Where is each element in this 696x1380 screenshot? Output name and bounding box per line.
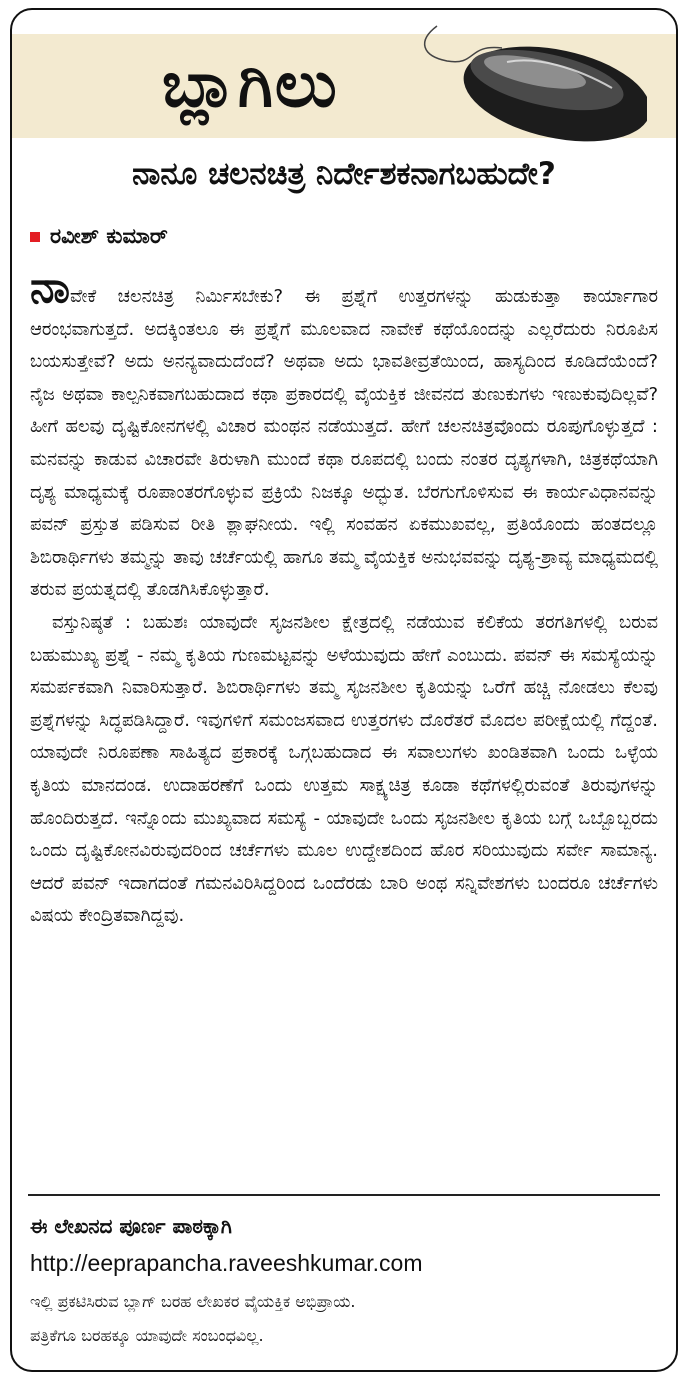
footer-divider (28, 1194, 660, 1196)
disclaimer-line-2: ಪತ್ರಿಕೆಗೂ ಬರಹಕ್ಕೂ ಯಾವುದೇ ಸಂಬಂಧವಿಲ್ಲ. (30, 1326, 264, 1345)
author-name: ರವೀಶ್ ಕುಮಾರ್ (50, 224, 168, 248)
disclaimer-line-1: ಇಲ್ಲಿ ಪ್ರಕಟಿಸಿರುವ ಬ್ಲಾಗ್ ಬರಹ ಲೇಖಕರ ವೈಯಕ್ತಿಕ ಅಭಿಪ್ರಾಯ. (30, 1292, 356, 1311)
column-banner (12, 34, 676, 138)
article-body (30, 262, 658, 933)
paragraph-1-text: ವೇಕೆ ಚಲನಚಿತ್ರ ನಿರ್ಮಿಸಬೇಕು? ಈ ಪ್ರಶ್ನೆಗೆ ಉತ್ತರಗಳನ್ನು ಹುಡುಕುತ್ತಾ ಕಾರ್ಯಾಗಾರ ಆರಂಭವಾಗುತ್ತದೆ. ಅದಕ್ಕಿಂತಲೂ ಈ ಪ್ರಶ್ನೆಗೆ ಮೂಲವಾದ ನಾವೇಕೆ ಕಥೆಯೊಂದನ್ನು ಎಲ್ಲರೆದುರು ನಿರೂಪಿಸ ಬಯಸುತ್ತೇವೆ? ಅದು ಅನನ್ಯವಾದುದೆಂದೆ? ಅಥವಾ ಅದು ಭಾವತೀವ್ರತೆಯಿಂದ, ಹಾಸ್ಯದಿಂದ ಕೂಡಿದೆಯೆಂದೆ? ನೈಜ ಅಥವಾ ಕಾಲ್ಪನಿಕವಾಗಬಹುದಾದ ಕಥಾ ಪ್ರಕಾರದಲ್ಲಿ ವೈಯಕ್ತಿಕ ಜೀವನದ ತುಣುಕುಗಳು ಇಣುಕುವುದಿಲ್ಲವೆ? ಹೀಗೆ ಹಲವು ದೃಷ್ಟಿಕೋನಗಳಲ್ಲಿ ವಿಚಾರ ಮಂಥನ ನಡೆಯುತ್ತದೆ. ಹೇಗೆ ಚಲನಚಿತ್ರವೊಂದು ರೂಪುಗೊಳ್ಳುತ್ತದೆ : ಮನವನ್ನು ಕಾಡುವ ವಿಚಾರವೇ ತಿರುಳಾಗಿ ಮುಂದೆ ಕಥಾ ರೂಪದಲ್ಲಿ ಬಂದು ನಂತರ ದೃಶ್ಯಗಳಾಗಿ, ಚಿತ್ರಕಥೆಯಾಗಿ ದೃಶ್ಯ ಮಾಧ್ಯಮಕ್ಕೆ ರೂಪಾಂತರಗೊಳ್ಳುವ ಪ್ರಕ್ರಿಯೆ ನಿಜಕ್ಕೂ ಅದ್ಭುತ. ಬೆರಗುಗೊಳಿಸುವ ಈ ಕಾರ್ಯವಿಧಾನವನ್ನು ಪವನ್ ಪ್ರಸ್ತುತ ಪಡಿಸುವ ರೀತಿ ಶ್ಲಾಘನೀಯ. ಇಲ್ಲಿ ಸಂವಹನ ಏಕಮುಖವಲ್ಲ, ಪ್ರತಿಯೊಂದು ಹಂತದಲ್ಲೂ ಶಿಬಿರಾರ್ಥಿಗಳು ತಮ್ಮನ್ನು ತಾವು ಚರ್ಚೆಯಲ್ಲಿ ಹಾಗೂ ತಮ್ಮ ವೈಯಕ್ತಿಕ ಅನುಭವವನ್ನು ದೃಶ್ಯ-ಶ್ರಾವ್ಯ ಮಾಧ್ಯಮದಲ್ಲಿ ತರುವ ಪ್ರಯತ್ನದಲ್ಲಿ ತೊಡಗಿಸಿಕೊಳ್ಳುತ್ತಾರೆ. (30, 286, 658, 601)
body-paragraph-2: ವಸ್ತುನಿಷ್ಠತೆ : ಬಹುಶಃ ಯಾವುದೇ ಸೃಜನಶೀಲ ಕ್ಷೇತ್ರದಲ್ಲಿ ನಡೆಯುವ ಕಲಿಕೆಯ ತರಗತಿಗಳಲ್ಲಿ ಬರುವ ಬಹುಮುಖ್ಯ ಪ್ರಶ್ನೆ - ನಮ್ಮ ಕೃತಿಯ ಗುಣಮಟ್ಟವನ್ನು ಅಳೆಯುವುದು ಹೇಗೆ ಎಂಬುದು. ಪವನ್ ಈ ಸಮಸ್ಯೆಯನ್ನು ಸಮರ್ಪಕವಾಗಿ ನಿವಾರಿಸುತ್ತಾರೆ. ಶಿಬಿರಾರ್ಥಿಗಳು ತಮ್ಮ ಸೃಜನಶೀಲ ಕೃತಿಯನ್ನು ಒರೆಗೆ ಹಚ್ಚಿ ನೋಡಲು ಕೆಲವು ಪ್ರಶ್ನೆಗಳನ್ನು ಸಿದ್ಧಪಡಿಸಿದ್ದಾರೆ. ಇವುಗಳಿಗೆ ಸಮಂಜಸವಾದ ಉತ್ತರಗಳು ದೊರೆತರೆ ಮೊದಲ ಪರೀಕ್ಷೆಯಲ್ಲಿ ಗೆದ್ದಂತೆ. ಯಾವುದೇ ನಿರೂಪಣಾ ಸಾಹಿತ್ಯದ ಪ್ರಕಾರಕ್ಕೆ ಒಗ್ಗಬಹುದಾದ ಈ ಸವಾಲುಗಳು ಖಂಡಿತವಾಗಿ ಒಂದು ಒಳ್ಳೆಯ ಕೃತಿಯ ಮಾನದಂಡ. ಉದಾಹರಣೆಗೆ ಒಂದು ಉತ್ತಮ ಸಾಕ್ಷ್ಯಚಿತ್ರ ಕೂಡಾ ಕಥೆಗಳಲ್ಲಿರುವಂತೆ ತಿರುವುಗಳನ್ನು ಹೊಂದಿರುತ್ತದೆ. ಇನ್ನೊಂದು ಮುಖ್ಯವಾದ ಸಮಸ್ಯೆ - ಯಾವುದೇ ಒಂದು ಸೃಜನಶೀಲ ಕೃತಿಯ ಬಗ್ಗೆ ಒಬ್ಬೊಬ್ಬರದು ಒಂದು ದೃಷ್ಟಿಕೋನವಿರುವುದರಿಂದ ಚರ್ಚೆಗಳು ಮೂಲ ಉದ್ದೇಶದಿಂದ ಹೊರ ಸರಿಯುವುದು ಸರ್ವೇ ಸಾಮಾನ್ಯ. ಆದರೆ ಪವನ್ ಇದಾಗದಂತೆ ಗಮನವಿರಿಸಿದ್ದರಿಂದ ಒಂದೆರಡು ಬಾರಿ ಅಂಥ ಸನ್ನಿವೇಶಗಳು ಬಂದರೂ ಚರ್ಚೆಗಳು ವಿಷಯ ಕೇಂದ್ರಿತವಾಗಿದ್ದವು. (30, 611, 658, 927)
full-text-label: ಈ ಲೇಖನದ ಪೂರ್ಣ ಪಾಠಕ್ಕಾಗಿ (30, 1214, 232, 1238)
dropcap: ನಾ (30, 262, 70, 313)
body-paragraph-1 (30, 262, 658, 607)
byline (30, 224, 168, 249)
article-frame (10, 8, 678, 1372)
byline-marker (30, 232, 40, 242)
article-headline: ನಾನೂ ಚಲನಚಿತ್ರ ನಿರ್ದೇಶಕನಾಗಬಹುದೇ? (132, 156, 556, 192)
column-title: ಬ್ಲಾಗಿಲು (162, 48, 339, 122)
blog-url: http://eeprapancha.raveeshkumar.com (30, 1250, 423, 1276)
computer-mouse-icon (407, 16, 647, 156)
